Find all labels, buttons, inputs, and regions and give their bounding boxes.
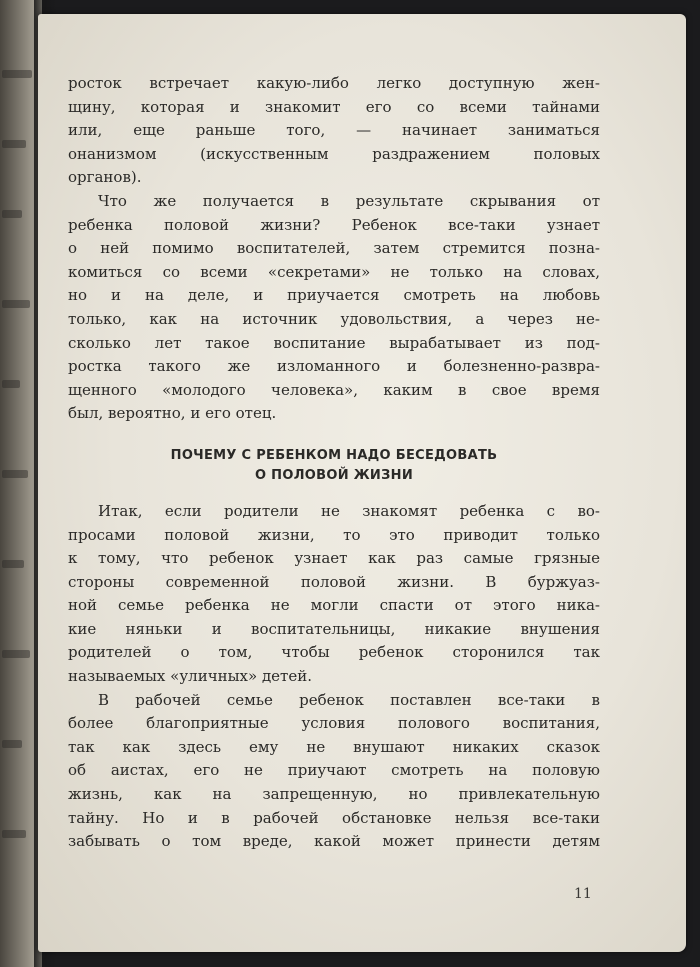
text-line: щенного «молодого человека», каким в свое время: [68, 380, 600, 399]
text-line: так как здесь ему не внушают никаких сказок: [68, 737, 600, 756]
section-heading-line-1: ПОЧЕМУ С РЕБЕНКОМ НАДО БЕСЕДОВАТЬ: [170, 447, 498, 463]
paragraph: [68, 72, 600, 190]
left-page-text-fragment: [2, 70, 32, 78]
text-line: росток встречает какую-либо легко доступную жен-: [68, 74, 600, 92]
text-line: Что же получается в результате скрывания от: [98, 191, 600, 210]
text-line: ростка такого же изломанного и болезненно-развра-: [68, 357, 600, 376]
text-line: сколько лет такое воспитание вырабатывает из под-: [68, 333, 600, 352]
text-line: но и на деле, и приучается смотреть на любовь: [68, 286, 600, 305]
left-page-text-fragment: [2, 210, 22, 218]
text-line: онанизмом (искусственным раздражением половых: [68, 144, 600, 163]
text-line: Итак, если родители не знакомят ребенка с во-: [98, 501, 600, 520]
page-number: 11: [574, 886, 592, 902]
left-page-text-fragment: [2, 300, 30, 308]
text-line: к тому, что ребенок узнает как раз самые грязные: [68, 549, 600, 568]
left-page-text-fragment: [2, 380, 20, 388]
text-line: родителей о том, чтобы ребенок сторонился так: [68, 643, 600, 662]
paragraph: [68, 689, 600, 854]
text-line: ребенка половой жизни? Ребенок все-таки узнает: [68, 215, 600, 234]
text-line: комиться со всеми «секретами» не только на словах,: [68, 262, 600, 281]
section-heading-line-2: О ПОЛОВОЙ ЖИЗНИ: [254, 467, 413, 483]
text-line: был, вероятно, и его отец.: [68, 404, 277, 423]
text-line: только, как на источник удовольствия, а через не-: [68, 309, 600, 328]
text-line: кие няньки и воспитательницы, никакие внушения: [68, 619, 600, 638]
left-page-text-fragment: [2, 650, 30, 658]
text-line: ной семье ребенка не могли спасти от этого ника-: [68, 596, 600, 615]
text-line: об аистах, его не приучают смотреть на половую: [68, 761, 600, 780]
text-line: стороны современной половой жизни. В буржуаз-: [68, 572, 600, 591]
text-line: о ней помимо воспитателей, затем стремится позна-: [68, 239, 600, 258]
text-line: или, еще раньше того, — начинает заниматься: [68, 121, 600, 140]
left-page-text-fragment: [2, 830, 26, 838]
text-line: жизнь, как на запрещенную, но привлекательную: [68, 785, 600, 804]
left-page-text-fragment: [2, 140, 26, 148]
paragraph: [68, 500, 600, 689]
text-line: органов).: [68, 168, 142, 187]
text-line: называемых «уличных» детей.: [68, 667, 312, 686]
left-page-text-fragment: [2, 560, 24, 568]
text-line: более благоприятные условия полового воспитания,: [68, 714, 600, 733]
left-page-text-fragment: [2, 470, 28, 478]
text-line: В рабочей семье ребенок поставлен все-таки в: [98, 690, 600, 709]
paragraph: [68, 190, 600, 426]
left-page-text-fragment: [2, 740, 22, 748]
text-line: щину, которая и знакомит его со всеми тайнами: [68, 97, 600, 116]
text-line: тайну. Но и в рабочей обстановке нельзя все-таки: [68, 808, 600, 827]
book-page: [38, 14, 686, 952]
text-block-bottom: [68, 500, 600, 854]
text-block-top: [68, 72, 600, 426]
page-body: [68, 72, 600, 854]
text-line: забывать о том вреде, какой может принести детям: [68, 832, 600, 851]
text-line: просами половой жизни, то это приводит только: [68, 525, 600, 544]
section-heading: [68, 446, 600, 486]
